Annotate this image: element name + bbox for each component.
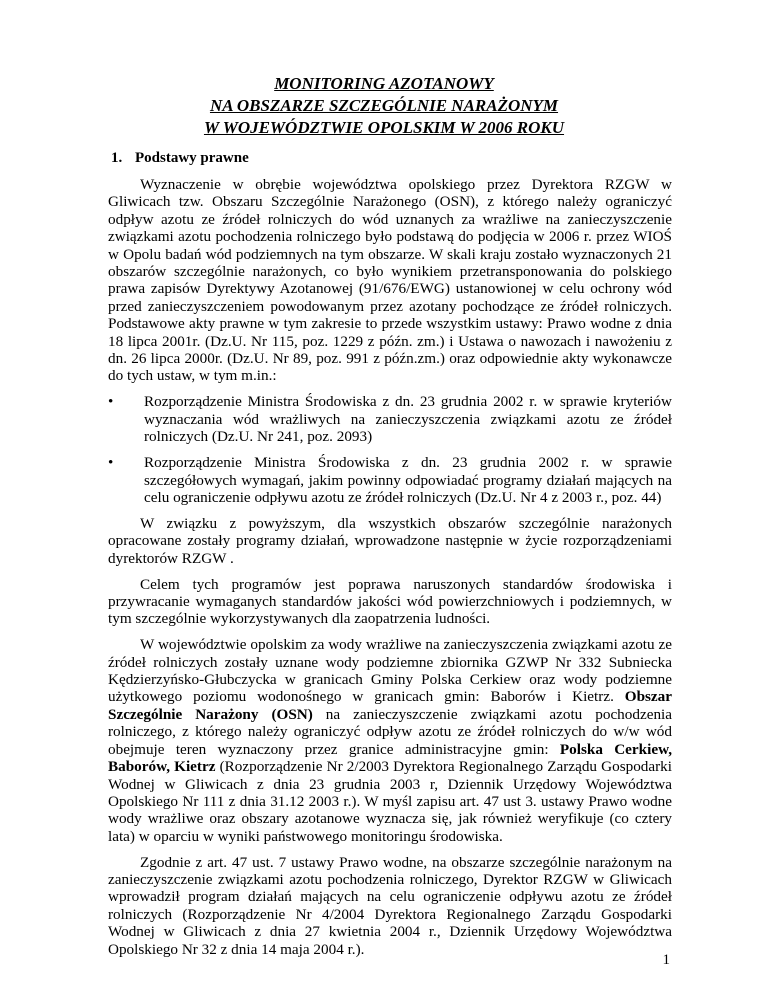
paragraph-3: Celem tych programów jest poprawa naruszonych standardów środowiska i przywracanie wymaganych standardów jakości wód powierzchniowych i podziemnych, w tym szczególnie wykorzystywanych dla zaopatrzenia ludności. xyxy=(108,575,672,628)
section-heading xyxy=(111,150,249,167)
municipalities-list: Polska Cerkiew, Baborów, Kietrz xyxy=(108,740,672,776)
regulations-list xyxy=(108,393,672,506)
page-number: 1 xyxy=(662,952,670,968)
bullet-icon: • xyxy=(108,393,114,411)
paragraph-4 xyxy=(108,636,672,845)
list-item xyxy=(108,454,672,506)
paragraph-1: Wyznaczenie w obrębie województwa opolskiego przez Dyrektora RZGW w Gliwicach tzw. Obszaru Szczególnie Narażonego (OSN), z którego należy ograniczyć odpływ azotu ze źródeł rolniczych do wód uznanych za wrażliwe na zanieczyszczenie związkami azotu pochodzenia rolniczego było podstawą do podjęcia w 2006 r. przez WIOŚ w Opolu badań wód podziemnych na tym obszarze. W skali kraju zostało wyznaczonych 21 obszarów szczególnie narażonych, co było wynikiem przetransponowania do polskiego prawa zapisów Dyrektywy Azotanowej (91/676/EWG) ustanowionej w celu ochrony wód przed zanieczyszczeniem powodowanym przez azotany pochodzące ze źródeł rolniczych. Podstawowe akty prawne w tym zakresie to przede wszystkim ustawy: Prawo wodne z dnia 18 lipca 2001r. (Dz.U. Nr 115, poz. 1229 z późn. zm.) i Ustawa o nawozach i nawożeniu z dn. 26 lipca 2000r. (Dz.U. Nr 89, poz. 991 z późn.zm.) oraz odpowiednie akty wykonawcze do tych ustaw, w tym m.in.: xyxy=(108,176,672,385)
paragraph-4-part-a: W województwie opolskim za wody wrażliwe na zanieczyszczenia związkami azotu ze źródeł rolniczych zostały uznane wody podziemne zbiornika GZWP Nr 332 Subniecka Kędzierzyńsko-Głubczycka w granicach Gminy Polska Cerkiew oraz wody podziemne użytkowego poziomu wodonośnego w granicach gmin: Baborów i Kietrz. xyxy=(108,636,672,706)
paragraph-4-part-b: na zanieczyszczenie związkami azotu pochodzenia rolniczego, z którego należy ograniczyć odpływ azotu ze źródeł rolniczych do w/w wód obejmuje teren wyznaczony przez granice administracyjne gmin: xyxy=(108,705,672,758)
paragraph-2: W związku z powyższym, dla wszystkich obszarów szczególnie narażonych opracowane zostały programy działań, wprowadzone następnie w życie rozporządzeniami dyrektorów RZGW . xyxy=(108,514,672,567)
paragraph-5: Zgodnie z art. 47 ust. 7 ustawy Prawo wodne, na obszarze szczególnie narażonym na zanieczyszczenie związkami azotu pochodzenia rolniczego, Dyrektor RZGW w Gliwicach wprowadził program działań mających na celu ograniczenie odpływu azotu ze źródeł rolniczych (Rozporządzenie Nr 4/2004 Dyrektora Regionalnego Zarządu Gospodarki Wodnej w Gliwicach z dnia 27 kwietnia 2004 r., Dziennik Urzędowy Województwa Opolskiego Nr 32 z dnia 14 maja 2004 r.). xyxy=(108,853,672,958)
title-line-1: MONITORING AZOTANOWY xyxy=(274,74,494,93)
paragraph-4-part-c: (Rozporządzenie Nr 2/2003 Dyrektora Regionalnego Zarządu Gospodarki Wodnej w Gliwicach z dnia 23 grudnia 2003 r, Dziennik Urzędowy Województwa Opolskiego Nr 111 z dnia 31.12 2003 r.). W myśl zapisu art. 47 ust 3. ustawy Prawo wodne wody wrażliwe oraz obszary azotanowe wyznacza się, jak również weryfikuje (co cztery lata) w oparciu w wyniki państwowego monitoringu środowiska. xyxy=(108,758,672,845)
list-item-text: Rozporządzenie Ministra Środowiska z dn. 23 grudnia 2002 r. w sprawie kryteriów wyznaczania wód wrażliwych na zanieczyszczenia związkami azotu ze źródeł rolniczych (Dz.U. Nr 241, poz. 2093) xyxy=(144,393,672,446)
document-body xyxy=(108,176,672,967)
osn-term: Obszar Szczególnie Narażony (OSN) xyxy=(108,688,672,723)
section-number: 1. xyxy=(111,150,123,166)
section-title: Podstawy prawne xyxy=(135,150,249,166)
title-line-3: W WOJEWÓDZTWIE OPOLSKIM W 2006 ROKU xyxy=(203,118,565,137)
bullet-icon: • xyxy=(108,454,114,472)
list-item-text: Rozporządzenie Ministra Środowiska z dn. 23 grudnia 2002 r. w sprawie szczegółowych wymagań, jakim powinny odpowiadać programy działań mających na celu ograniczenie odpływu azotu ze źródeł rolniczych (Dz.U. Nr 4 z 2003 r., poz. 44) xyxy=(144,454,672,506)
title-line-2: NA OBSZARZE SZCZEGÓLNIE NARAŻONYM xyxy=(209,96,559,115)
list-item xyxy=(108,393,672,445)
